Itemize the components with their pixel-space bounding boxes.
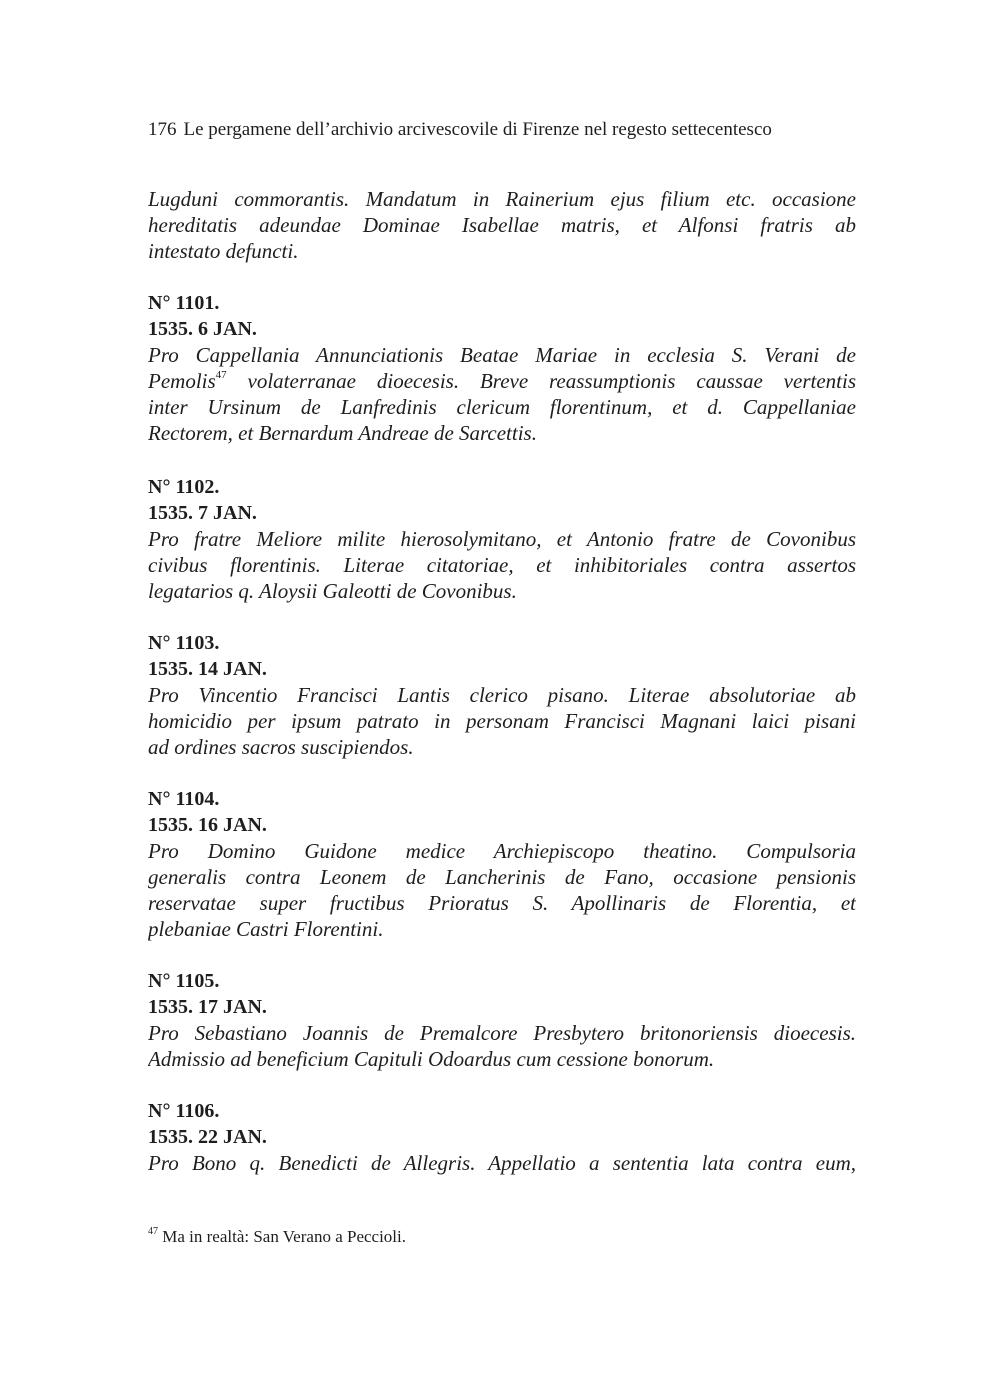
entry-date: 1535. 16 JAN. xyxy=(148,814,267,836)
text-line: reservatae super fructibus Prioratus S. Apollinaris de Florentia, et xyxy=(148,891,856,915)
entry-1104 xyxy=(148,786,856,942)
text-line: Pro Vincentio Francisci Lantis clerico pisano. Literae absolutoriae ab xyxy=(148,683,856,707)
text-line: plebaniae Castri Florentini. xyxy=(148,917,384,941)
text-line: ad ordines sacros suscipiendos. xyxy=(148,735,414,759)
text-line: Lugduni commorantis. Mandatum in Rainerium ejus filium etc. occasione xyxy=(148,187,856,211)
text-line: Pemolis$^{47}$ volaterranae dioecesis. Breve reassumptionis caussae vertentis xyxy=(148,369,856,393)
text-line: Pro Bono q. Benedicti de Allegris. Appellatio a sententia lata contra eum, xyxy=(148,1151,856,1175)
text-line: inter Ursinum de Lanfredinis clericum florentinum, et d. Cappellaniae xyxy=(148,395,856,419)
entry-1102 xyxy=(148,474,856,604)
entry-number: N° 1104. xyxy=(148,788,220,810)
entry-date: 1535. 6 JAN. xyxy=(148,318,257,340)
entry-date: 1535. 17 JAN. xyxy=(148,996,267,1018)
text-line: Pro Sebastiano Joannis de Premalcore Presbytero britonoriensis dioecesis. xyxy=(148,1021,856,1045)
page-number: 176 xyxy=(148,119,177,140)
footnote-reference[interactable]: 47 xyxy=(215,369,227,381)
text-line: Admissio ad beneficium Capituli Odoardus cum cessione bonorum. xyxy=(148,1047,715,1071)
text-line: intestato defuncti. xyxy=(148,239,299,263)
entry-number: N° 1106. xyxy=(148,1100,220,1122)
text-line: generalis contra Leonem de Lancherinis de Fano, occasione pensionis xyxy=(148,865,856,889)
pemolis-word: Pemolis xyxy=(148,369,216,393)
text-line: homicidio per ipsum patrato in personam Francisci Magnani laici pisani xyxy=(148,709,856,733)
entry-1103 xyxy=(148,630,856,760)
footnote-number: 47 xyxy=(148,1226,158,1237)
text-line: hereditatis adeundae Dominae Isabellae matris, et Alfonsi fratris ab xyxy=(148,213,856,237)
text-line: legatarios q. Aloysii Galeotti de Covonibus. xyxy=(148,579,517,603)
text-line: Pro fratre Meliore milite hierosolymitano, et Antonio fratre de Covonibus xyxy=(148,527,856,551)
text-line: Pro Domino Guidone medice Archiepiscopo theatino. Compulsoria xyxy=(148,839,856,863)
entry-number: N° 1103. xyxy=(148,632,220,654)
running-title: Le pergamene dell’archivio arcivescovile di Firenze nel regesto settecentesco xyxy=(183,119,772,140)
entry-number: N° 1102. xyxy=(148,476,220,498)
entry-number: N° 1105. xyxy=(148,970,220,992)
text-line: civibus florentinis. Literae citatoriae, et inhibitoriales contra assertos xyxy=(148,553,856,577)
running-header xyxy=(148,118,868,142)
entry-1106 xyxy=(148,1098,856,1176)
footnote xyxy=(148,1226,406,1248)
footnote-text: Ma in realtà: San Verano a Peccioli. xyxy=(162,1227,406,1246)
entry-date: 1535. 22 JAN. xyxy=(148,1126,267,1148)
intro-paragraph xyxy=(148,186,856,264)
entry-number: N° 1101. xyxy=(148,292,220,314)
entry-date: 1535. 14 JAN. xyxy=(148,658,267,680)
text-line: Rectorem, et Bernardum Andreae de Sarcettis. xyxy=(148,421,537,445)
entry-date: 1535. 7 JAN. xyxy=(148,502,257,524)
entry-1101 xyxy=(148,290,856,446)
entry-1105 xyxy=(148,968,856,1072)
text-line: Pro Cappellania Annunciationis Beatae Mariae in ecclesia S. Verani de xyxy=(148,343,856,367)
